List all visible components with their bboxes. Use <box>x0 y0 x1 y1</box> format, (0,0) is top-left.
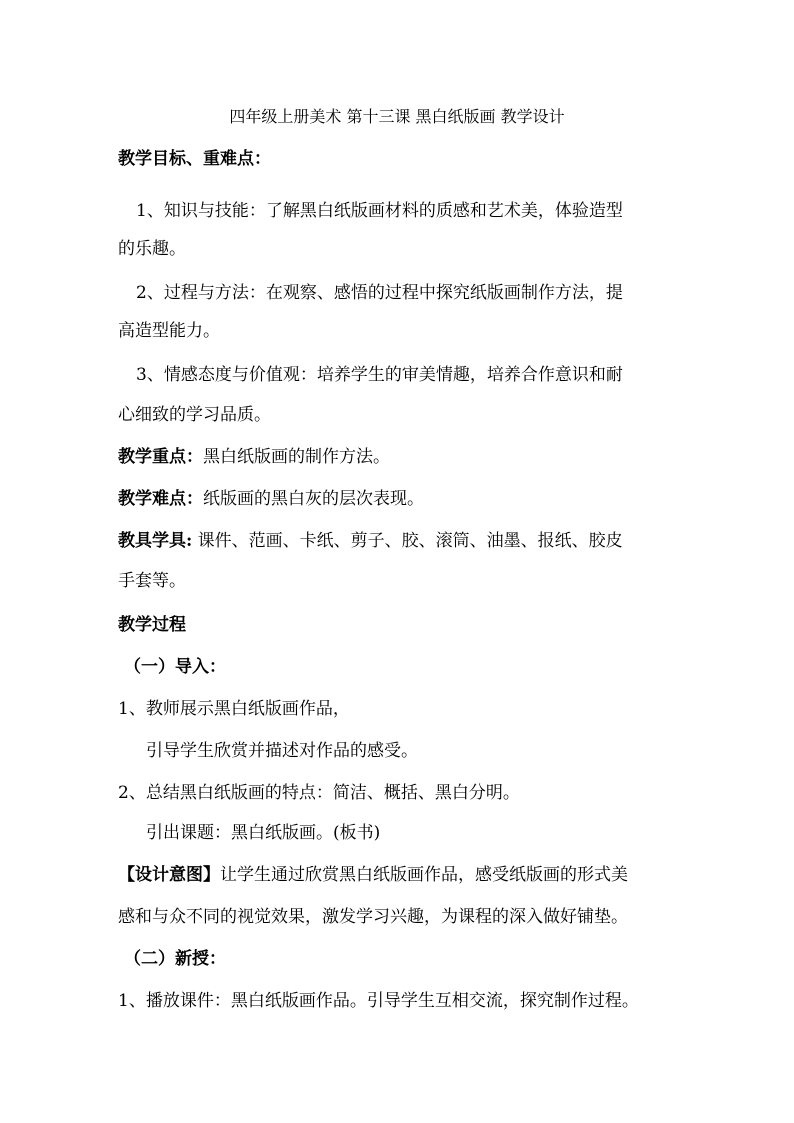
step-2-1: 1、播放课件：黑白纸版画作品。引导学生互相交流，探究制作过程。 <box>118 991 639 1011</box>
objectives-heading: 教学目标、重难点： <box>118 149 271 169</box>
section-2-heading: （二）新授： <box>124 949 226 969</box>
step-1-2-sub: 引出课题：黑白纸版画。(板书) <box>146 823 381 843</box>
design-intent-line-2: 感和与众不同的视觉效果，激发学习兴趣，为课程的深入做好铺垫。 <box>118 907 628 927</box>
key-point-text: 黑白纸版画的制作方法。 <box>203 447 390 467</box>
objective-3-line-2: 心细致的学习品质。 <box>118 405 271 425</box>
design-intent-label: 【设计意图】 <box>118 865 220 885</box>
step-1-2: 2、总结黑白纸版画的特点：简洁、概括、黑白分明。 <box>118 783 520 803</box>
step-1-1: 1、教师展示黑白纸版画作品， <box>118 699 350 719</box>
key-point-line <box>118 446 684 468</box>
design-intent-text-line-1: 让学生通过欣赏黑白纸版画作品，感受纸版画的形式美 <box>220 865 628 885</box>
objective-1-line-2: 的乐趣。 <box>118 239 186 259</box>
objective-2-line-1: 2、过程与方法：在观察、感悟的过程中探究纸版画制作方法，提 <box>136 283 623 303</box>
design-intent-line-1 <box>118 864 684 886</box>
tools-text-line-1: 课件、范画、卡纸、剪子、胶、滚筒、油墨、报纸、胶皮 <box>192 531 623 551</box>
section-1-heading: （一）导入： <box>124 657 226 677</box>
difficulty-label: 教学难点： <box>118 489 203 509</box>
tools-text-line-2: 手套等。 <box>118 571 186 591</box>
objective-1-line-1: 1、知识与技能：了解黑白纸版画材料的质感和艺术美，体验造型 <box>136 201 623 221</box>
key-point-label: 教学重点： <box>118 447 203 467</box>
process-heading: 教学过程 <box>118 615 186 635</box>
difficulty-text: 纸版画的黑白灰的层次表现。 <box>203 489 424 509</box>
objective-3-line-1: 3、情感态度与价值观：培养学生的审美情趣，培养合作意识和耐 <box>136 365 623 385</box>
tools-line-1 <box>118 530 684 552</box>
document-title: 四年级上册美术 第十三课 黑白纸版画 教学设计 <box>229 107 565 126</box>
objective-2-line-2: 高造型能力。 <box>118 321 220 341</box>
tools-label: 教具学具: <box>118 531 193 551</box>
difficulty-line <box>118 488 684 510</box>
step-1-1-sub: 引导学生欣赏并描述对作品的感受。 <box>146 741 418 761</box>
